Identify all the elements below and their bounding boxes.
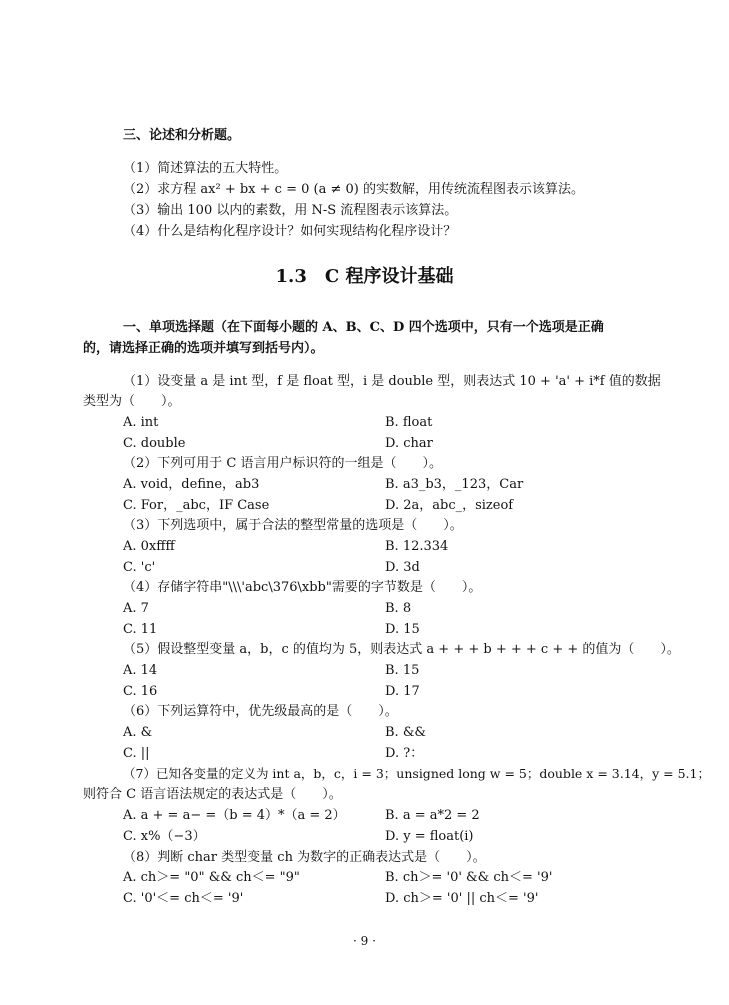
option-d: D. y = float(i) — [385, 829, 474, 844]
option-c: C. For，_abc，IF Case — [123, 498, 270, 513]
option-b: B. float — [385, 415, 433, 430]
option-d: D. char — [385, 436, 433, 451]
option-a: A. void，define，ab3 — [123, 477, 260, 492]
chapter-title: 1.3 C 程序设计基础 — [275, 266, 454, 287]
option-c: C. 'c' — [123, 560, 156, 575]
option-a: A. int — [123, 415, 159, 430]
option-c: C. '0'＜= ch＜= '9' — [123, 891, 244, 906]
question-stem: （7）已知各变量的定义为 int a，b，c，i = 3；unsigned long w = 5；double x = 3.14，y = 5.1； — [123, 766, 710, 781]
list-item: （2）求方程 ax² + bx + c = 0 (a ≠ 0) 的实数解，用传统流程图表示该算法。 — [123, 182, 584, 197]
section-heading: 三、论述和分析题。 — [123, 128, 241, 143]
option-d: D. ?： — [385, 746, 424, 761]
part-heading-line1: 一、单项选择题（在下面每小题的 A、B、C、D 四个选项中，只有一个选项是正确 — [123, 320, 604, 335]
option-b: B. a = a*2 = 2 — [385, 808, 480, 823]
option-d: D. 3d — [385, 560, 420, 575]
option-a: A. ch＞= "0" && ch＜= "9" — [123, 870, 300, 885]
option-b: B. ch＞= '0' && ch＜= '9' — [385, 870, 553, 885]
option-c: C. 11 — [123, 622, 158, 637]
option-a: A. 0xffff — [123, 539, 175, 554]
question-stem: 类型为（ ）。 — [83, 394, 181, 409]
question-stem: （2）下列可用于 C 语言用户标识符的一组是（ ）。 — [123, 456, 442, 471]
option-d: D. 15 — [385, 622, 420, 637]
list-item: （4）什么是结构化程序设计？如何实现结构化程序设计？ — [123, 224, 457, 239]
option-a: A. 7 — [123, 601, 149, 616]
option-a: A. & — [123, 725, 153, 740]
question-stem: （1）设变量 a 是 int 型，f 是 float 型，i 是 double 型，则表达式 10 + 'a' + i*f 值的数据 — [123, 374, 661, 389]
option-d: D. 2a，abc_，sizeof — [385, 498, 514, 513]
option-d: D. 17 — [385, 684, 420, 699]
option-b: B. 15 — [385, 663, 420, 678]
part-heading-line2: 的，请选择正确的选项并填写到括号内）。 — [83, 341, 324, 356]
question-stem: 则符合 C 语言语法规定的表达式是（ ）。 — [83, 787, 342, 802]
option-b: B. 12.334 — [385, 539, 449, 554]
list-item: （1）简述算法的五大特性。 — [123, 161, 288, 176]
option-c: C. double — [123, 436, 186, 451]
option-b: B. 8 — [385, 601, 412, 616]
question-stem: （3）下列选项中，属于合法的整型常量的选项是（ ）。 — [123, 518, 463, 533]
option-b: B. && — [385, 725, 426, 740]
question-stem: （6）下列运算符中，优先级最高的是（ ）。 — [123, 704, 398, 719]
option-c: C. x%（−3） — [123, 829, 206, 844]
option-c: C. || — [123, 746, 150, 761]
option-a: A. a + = a− =（b = 4）*（a = 2） — [123, 808, 346, 823]
question-stem: （8）判断 char 类型变量 ch 为数字的正确表达式是（ ）。 — [123, 850, 486, 865]
page-number: · 9 · — [353, 934, 376, 948]
option-b: B. a3_b3，_123，Car — [385, 477, 524, 492]
question-stem: （4）存储字符串"\\\'abc\376\xbb"需要的字节数是（ ）。 — [123, 580, 482, 595]
question-stem: （5）假设整型变量 a，b，c 的值均为 5，则表达式 a + + + b + + + c + + 的值为（ ）。 — [123, 642, 680, 657]
option-c: C. 16 — [123, 684, 158, 699]
option-a: A. 14 — [123, 663, 158, 678]
option-d: D. ch＞= '0' || ch＜= '9' — [385, 891, 539, 906]
list-item: （3）输出 100 以内的素数，用 N-S 流程图表示该算法。 — [123, 203, 458, 218]
